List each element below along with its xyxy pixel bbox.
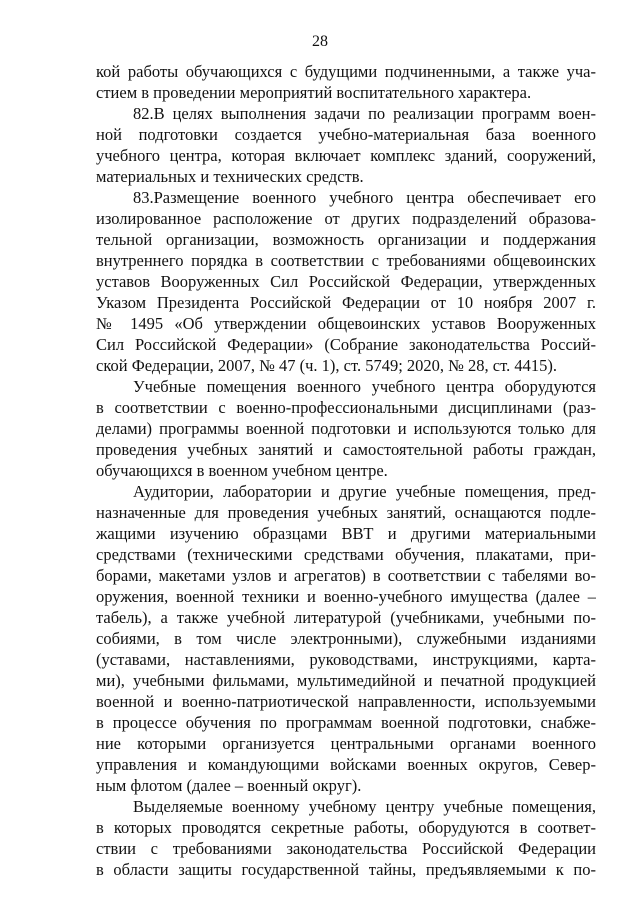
text-line: обучающихся в военном учебном центре. (96, 461, 388, 480)
paragraph-first-line: 82.В целях выполнения задачи по реализации программ воен- (133, 104, 596, 123)
text-line: в соответствии с военно-профессиональными дисциплинами (раз- (96, 398, 596, 417)
text-line: в которых проводятся секретные работы, оборудуются в соответ- (96, 818, 596, 837)
text-line: уставов Вооруженных Сил Российской Федерации, утвержденных (96, 272, 596, 291)
text-line: Сил Российской Федерации» (Собрание законодательства Россий- (96, 335, 596, 354)
text-line: назначенные для проведения учебных занятий, оснащаются подле- (96, 503, 596, 522)
paragraph-first-line: Учебные помещения военного учебного центра оборудуются (133, 377, 596, 396)
paragraph-first-line: Выделяемые военному учебному центру учебные помещения, (133, 797, 596, 816)
text-line: средствами (техническими средствами обучения, плакатами, при- (96, 545, 596, 564)
text-line: материальных и технических средств. (96, 167, 364, 186)
text-line: № 1495 «Об утверждении общевоинских уставов Вооруженных (96, 314, 596, 333)
text-line: жащими изучению образцами ВВТ и другими материальными (96, 524, 596, 543)
text-line: ской Федерации, 2007, № 47 (ч. 1), ст. 5749; 2020, № 28, ст. 4415). (96, 356, 557, 375)
text-line: управления и командующими войсками военных округов, Север- (96, 755, 596, 774)
text-line: ной подготовки создается учебно-материальная база военного (96, 125, 596, 144)
text-line: ми), учебными фильмами, мультимедийной и печатной продукцией (96, 671, 596, 690)
text-line: изолированное расположение от других подразделений образова- (96, 209, 596, 228)
text-line: собиями, в том числе электронными), служебными изданиями (96, 629, 596, 648)
text-line: кой работы обучающихся с будущими подчиненными, а также уча- (96, 62, 596, 81)
text-line: в процессе обучения по программам военной подготовки, снабже- (96, 713, 596, 732)
text-line: тельной организации, возможность организации и поддержания (96, 230, 596, 249)
text-line: делами) программы военной подготовки и используются только для (96, 419, 596, 438)
paragraph-first-line: Аудитории, лаборатории и другие учебные помещения, пред- (133, 482, 596, 501)
text-line: (уставами, наставлениями, руководствами, инструкциями, карта- (96, 650, 596, 669)
text-line: военной и военно-патриотической направленности, используемыми (96, 692, 596, 711)
text-line: борами, макетами узлов и агрегатов) в соответствии с табелями во- (96, 566, 596, 585)
text-line: проведения учебных занятий и самостоятельной работы граждан, (96, 440, 596, 459)
text-line: учебного центра, которая включает комплекс зданий, сооружений, (96, 146, 596, 165)
text-line: стием в проведении мероприятий воспитательного характера. (96, 83, 532, 102)
text-line: ным флотом (далее – военный округ). (96, 776, 362, 795)
text-line: оружения, военной техники и военно-учебного имущества (далее – (96, 587, 596, 606)
text-line: в области защиты государственной тайны, предъявляемыми к по- (96, 860, 596, 879)
document-body (96, 61, 596, 880)
text-line: табель), а также учебной литературой (учебниками, учебными по- (96, 608, 596, 627)
text-line: ствии с требованиями законодательства Российской Федерации (96, 839, 596, 858)
page-number: 28 (312, 33, 328, 50)
text-line: ние которыми организуется центральными органами военного (96, 734, 596, 753)
text-line: Указом Президента Российской Федерации от 10 ноября 2007 г. (96, 293, 596, 312)
paragraph-first-line: 83.Размещение военного учебного центра обеспечивает его (133, 188, 596, 207)
text-line: внутреннего порядка в соответствии с требованиями общевоинских (96, 251, 596, 270)
